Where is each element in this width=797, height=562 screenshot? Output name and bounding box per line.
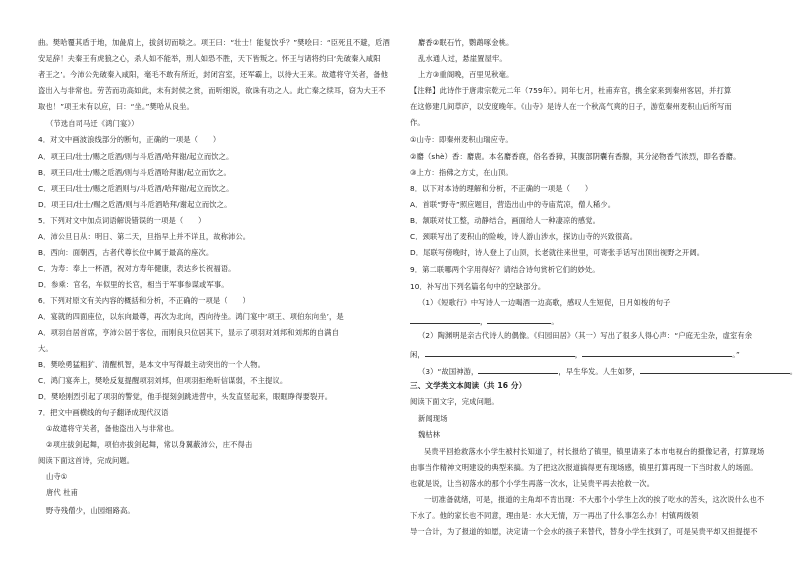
question-10-line-2: （2）陶渊明是亲古代诗人的偶像。《归园田居》（其一）写出了很多人得心声：“户庭无尘杂，虚室有余 — [418, 331, 753, 340]
question-6-option-a-cont: 大。 — [38, 344, 53, 353]
question-7-item-2: ②项庄拔剑起舞，项伯亦拔剑起舞，常以身翼蔽沛公，庄不得击 — [46, 440, 253, 449]
story-title: 新闻现场 — [418, 414, 448, 423]
section-3-intro: 阅读下面文字，完成问题。 — [410, 397, 499, 406]
question-8-option-d: D．尾联写傍晚时，诗人登上了山顶，长老就往来世里，可寄张手话写出顶出视野之开阔。 — [410, 248, 705, 257]
question-10-stem: 10．补写出下列名篇名句中的空缺部分。 — [410, 282, 546, 291]
question-10-line-1: （1）《短歌行》中写诗人一边喝酒一边高歌，感叹人生短促，日月如梭的句子 — [418, 298, 671, 307]
section-3-heading: 三、文学类文本阅读（共 16 分） — [410, 381, 527, 390]
poem-note: 在这修建几间草庐，以安度晚年。《山寺》是诗人在一个秋高气爽的日子，游览秦州麦积山后所写而 — [410, 102, 732, 111]
story-paragraph: 下水了。他的家长也不同意，理由是：水大无情，万一再出了什么事怎么办！村镇两级领 — [410, 511, 699, 520]
poem-title: 山寺① — [46, 472, 68, 481]
poem-line: 上方③重阁晚，百里见秋毫。 — [418, 70, 514, 79]
poem-author: 唐代 杜甫 — [46, 488, 79, 497]
question-6-option-a-cont: A．项羽自居首席，亨沛公居于客位，而刚良只位居其下，显示了项羽对刘邦和刘邦的自满自 — [38, 328, 339, 337]
answer-blank[interactable] — [478, 365, 558, 374]
poem-intro: 阅读下面这首诗，完成问题。 — [38, 456, 135, 465]
footnote-3: ③上方：指佛之方丈，在山顶。 — [410, 168, 513, 177]
question-8-option-b: B．颔联对仗工整，动静结合，画面给人一种凄凉的感觉。 — [410, 216, 601, 225]
question-5-stem: 5．下列对文中加点词语解说错误的一项是（ ） — [38, 216, 206, 225]
question-7-item-1: ①故遣将守关者，备他盗出入与非常也。 — [46, 424, 179, 433]
question-5-option-c: C．为寿：奉上一杯酒，祝对方寿年健康，表达乡长祝福语。 — [38, 264, 236, 273]
passage-source: （节选自司马迁《鸿门宴》） — [46, 119, 139, 128]
question-5-option-b: B．西向：面朝西，古者代尊长位中属于最高的座次。 — [38, 248, 214, 257]
answer-blank[interactable] — [582, 348, 732, 357]
footnote-2: ②麝（shè）香：麝鹿。本名麝香鹿，俗名香獐，其腹部阴囊有香腺，其分泌物香气浓烈，即名香麝。 — [410, 152, 741, 161]
poem-note: 作。 — [410, 118, 425, 127]
poem-line: 麝香②眠石竹，鹦鹉啄金桃。 — [418, 38, 514, 47]
question-10-line-1-answer: ， 。 — [410, 315, 559, 327]
footnote-1: ①山寺：即秦州麦积山瑞应寺。 — [410, 135, 513, 144]
answer-blank[interactable] — [425, 348, 575, 357]
question-6-stem: 6．下列对原文有关内容的概括和分析，不正确的一项是（ ） — [38, 296, 250, 305]
question-9: 9．第二联哪两个字用得好？请结合诗句赏析它们的妙处。 — [410, 265, 600, 274]
question-8-option-a: A．首联“野寺”照应题目，营造出山中的寺庙荒凉，僧人稀少。 — [410, 200, 616, 209]
question-6-option-d: D．樊哙刚烈引起了项羽的警觉，他手提刻剑跳进营中，头发直竖起来，眼眶睁得要裂开。 — [38, 392, 333, 401]
question-6-option-b: B．樊哙勇猛粗犷、清醒机智，是本文中写得最主动突出的一个人物。 — [38, 360, 266, 369]
question-10-line-2-answer: 闲， ， 。” — [410, 350, 740, 359]
passage-line: 取也！”项王未有以应，曰：“坐。”樊哈从良坐。 — [38, 102, 194, 111]
passage-line: 安足辞！夫秦王有虎狼之心，杀人如不能举，刑人如恐不胜，天下皆叛之。怀王与诸将约曰‘先破秦入咸阳 — [38, 54, 381, 63]
story-paragraph: 由事当作精神文明建设的典型来搞。为了把这次报道搞得更有现场感，镇里打算再现一下当时救人的场面。 — [410, 463, 758, 472]
question-8-option-c: C．颈联写出了麦积山的险峻，诗人游山涉水，探访山寺的兴致很高。 — [410, 232, 638, 241]
poem-note: 【注释】此诗作于唐肃宗乾元二年（759年）。同年七月，杜甫弃官，携全家来到秦州客居，并打算 — [410, 86, 732, 95]
story-paragraph: 吴贵平回抢救落水小学生被村长知道了，村长报给了镇里，镇里请来了本市电视台的摄像记者，打算现场 — [424, 447, 765, 456]
question-4-option-b: B．项王曰/壮士/赐之卮酒/则与斗卮酒哈拜谢/起立而饮之。 — [38, 168, 231, 177]
poem-line: 野寺残僧少，山园细路高。 — [46, 506, 135, 515]
question-5-option-a: A．沛公旦日从：明日、第二天，旦指早上并不详且，故称沛公。 — [38, 232, 251, 241]
answer-blank[interactable] — [410, 315, 480, 324]
question-5-option-d: D．参乘：官名，车似里的长官，相当于军事参谋或军事。 — [38, 280, 229, 289]
answer-blank[interactable] — [487, 315, 551, 324]
story-author: 魏枯林 — [418, 430, 441, 439]
story-paragraph: 导一合计，为了报道的如愿，决定请一个会水的孩子来替代，替身小学生找到了，可是吴贵平却又担提提不 — [410, 527, 758, 536]
answer-blank[interactable] — [640, 365, 790, 374]
story-paragraph: 也就是说，让当初落水的那个小学生再落一次水，让吴贵平再去抢救一次。 — [410, 479, 655, 488]
question-4-option-a: A．项王曰/壮士/赐之卮酒/则与斗卮酒/哈拜谢/起立而饮之。 — [38, 152, 234, 161]
question-6-option-a: A．宴就的四面座位，以东向最尊，再次为北向，西向待坐。鸿门宴中‘项王、项伯东向坐’，是 — [38, 312, 344, 321]
question-7-stem: 7．把文中画横线的句子翻译成现代汉语 — [38, 408, 169, 417]
question-4-option-c: C．项王曰/壮士/赐之卮酒则与/斗卮酒/哈拜谢/起立而饮之。 — [38, 184, 234, 193]
poem-line: 乱水通人过，悬崖置屋牢。 — [418, 54, 507, 63]
question-8-stem: 8．以下对本诗的理解和分析，不正确的一项是（ ） — [410, 184, 593, 193]
question-10-line-3: （3）“故国神游， ，早生华发。人生如梦， 。 — [418, 367, 797, 376]
passage-line: 盗出入与非常也。劳苦而功高如此，未有封侯之赏，而听细说，欲诛有功之人。此亡秦之续耳，窃为大王不 — [38, 86, 386, 95]
question-6-option-c: C．鸿门宴奔上，樊哙反复提醒项羽刘邦，但项羽拒绝听信谋弱，不主提议。 — [38, 376, 288, 385]
story-paragraph: 一切准备就绪，可是，报道的主角却不肯出现：不大那个小学生上次的挨了吃水的苦头，这次说什么也不 — [424, 495, 765, 504]
question-4-stem: 4．对文中画波浪线部分的断句，正确的一项是（ ） — [38, 135, 221, 144]
passage-line: 者王之’。今沛公先破秦入咸阳，毫毛不敢有所近，封闭宫室，还军霸上，以待大王来。故遣将守关者，备他 — [38, 70, 389, 79]
question-4-option-d: D．项王曰/壮士/赐之卮酒/则与斗卮酒哈拜/谢起立而饮之。 — [38, 200, 232, 209]
passage-line: 曲。樊哈覆其盾于地，加彘肩上，拔剑切而啖之。项王曰：“壮士！能复饮乎？”樊哙曰：“臣死且不避，卮酒 — [38, 38, 390, 47]
